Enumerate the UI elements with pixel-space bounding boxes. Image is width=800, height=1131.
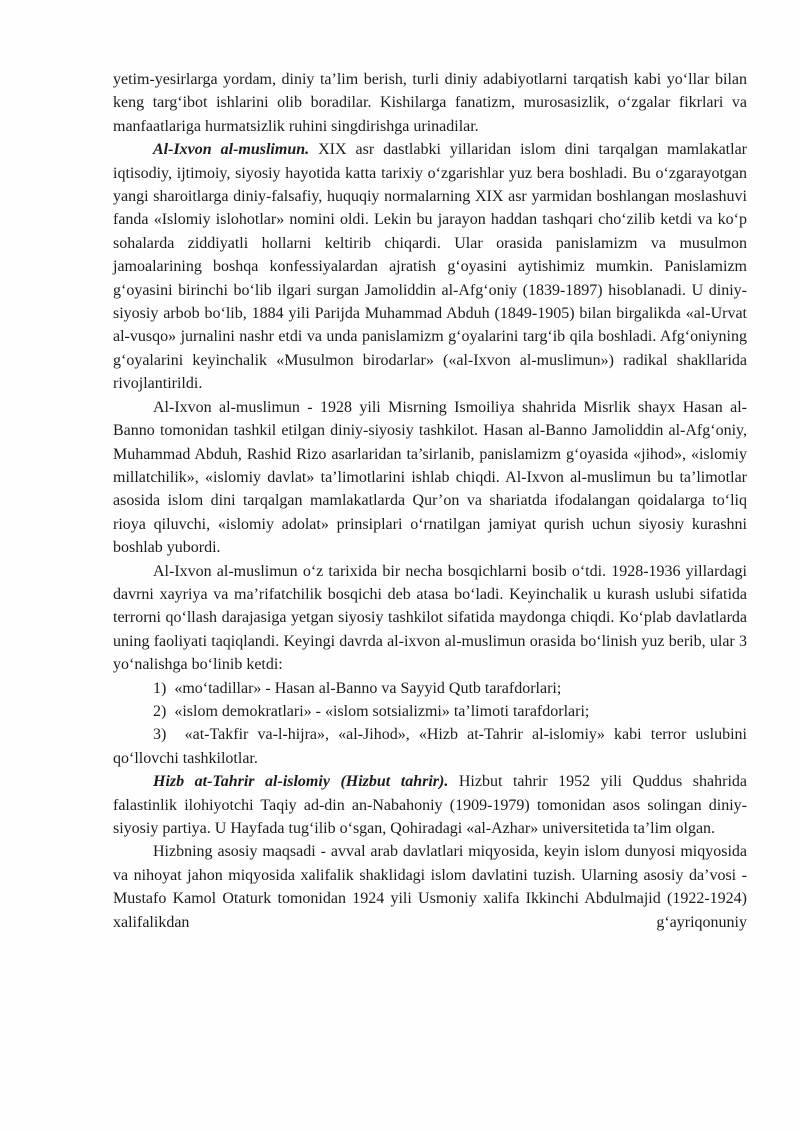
list-item-number: 3): [153, 726, 167, 744]
document-text: [113, 68, 747, 934]
paragraph-continuation: yetim-yesirlarga yordam, diniy ta’lim berish, turli diniy adabiyotlarni tarqatish kabi yo‘llar bilan keng targ‘ibot ishlarini olib boradilar. Kishilarga fanatizm, murosasizlik, o‘zgalar fikrlari va manfaatlariga hurmatsizlik ruhini singdirishga urinadilar.: [113, 71, 747, 135]
run-in-heading: Al-Ixvon al-muslimun.: [153, 141, 310, 159]
paragraph-hizb-at-tahrir-intro: Hizb at-Tahrir al-islomiy (Hizbut tahrir). Hizbut tahrir 1952 yili Quddus shahrida falastinlik ilohiyotchi Taqiy ad-din an-Nabahoniy (1909-1979) tomonidan asos solingan diniy-siyosiy partiya. U Hayfada tug‘ilib o‘sgan, Qohiradagi «al-Azhar» universitetida ta’lim olgan.: [113, 773, 748, 837]
paragraph-al-ixvon-founding: Al-Ixvon al-muslimun - 1928 yili Misrning Ismoiliya shahrida Misrlik shayx Hasan al-Banno tomonidan tashkil etilgan diniy-siyosiy tashkilot. Hasan al-Banno Jamoliddin al-Afg‘oniy, Muhammad Abduh, Rashid Rizo asarlaridan ta’sirlanib, panislamizm g‘oyasida «jihod», «islomiy millatchilik», «islomiy davlat» ta’limotlarini ishlab chiqdi. Al-Ixvon al-muslimun bu ta’limotlar asosida islom dini tarqalgan mamlakatlarda Qur’on va shariatda ifodalangan qoidalarga to‘liq rioya qiluvchi, «islomiy adolat» prinsiplari o‘rnatilgan jamiyat qurish uchun siyosiy kurashni boshlab yubordi.: [113, 398, 747, 557]
list-item-3: 3) «at-Takfir va-l-hijra», «al-Jihod», «Hizb at-Tahrir al-islomiy» kabi terror uslubini qo‘llovchi tashkilotlar.: [113, 726, 747, 767]
paragraph-al-ixvon-stages: Al-Ixvon al-muslimun o‘z tarixida bir necha bosqichlarni bosib o‘tdi. 1928-1936 yillardagi davrni xayriya va ma’rifatchilik bosqichi deb atasa bo‘ladi. Keyinchalik u kurash uslubi sifatida terrorni qo‘llash darajasiga yetgan siyosiy tashkilot sifatida maydonga chiqdi. Ko‘plab davlatlarda uning faoliyati taqiqlandi. Keyingi davrda al-ixvon al-muslimun orasida bo‘linish yuz berib, ular 3 yo‘nalishga bo‘linib ketdi:: [113, 562, 747, 674]
run-in-heading: Hizb at-Tahrir al-islomiy (Hizbut tahrir).: [153, 773, 449, 791]
paragraph-hizb-goal: Hizbning asosiy maqsadi - avval arab davlatlari miqyosida, keyin islom dunyosi miqyosida va nihoyat jahon miqyosida xalifalik shaklidagi islom davlatini tuzish. Ularning asosiy da’vosi - Mustafo Kamol Otaturk tomonidan 1924 yili Usmoniy xalifa Ikkinchi Abdulmajid (1922-1924) xalifalikdan g‘ayriqonuniy: [113, 843, 747, 931]
paragraph-al-ixvon-intro: Al-Ixvon al-muslimun. XIX asr dastlabki yillaridan islom dini tarqalgan mamlakatlar iqtisodiy, ijtimoiy, siyosiy hayotida katta tarixiy o‘zgarishlar yuz bera boshladi. Bu o‘zgarayotgan yangi sharoitlarga diniy-falsafiy, huquqiy normalarning XIX asr yarmidan boshlangan moslashuvi fanda «Islomiy islohotlar» nomini oldi. Lekin bu jarayon haddan tashqari cho‘zilib ketdi va ko‘p sohalarda ziddiyatli hollarni keltirib chiqardi. Ular orasida panislamizm va musulmon jamoalarining boshqa konfessiyalardan ajratish g‘oyasini aytishimiz mumkin. Panislamizm g‘oyasini birinchi bo‘lib ilgari surgan Jamoliddin al-Afg‘oniy (1839-1897) hisoblanadi. U diniy-siyosiy arbob bo‘lib, 1884 yili Parijda Muhammad Abduh (1849-1905) bilan birgalikda «al-Urvat al-vusqo» jurnalini nashr etdi va unda panislamizm g‘oyalarini targ‘ib qila boshladi. Afg‘oniyning g‘oyalarini keyinchalik «Musulmon birodarlar» («al-Ixvon al-muslimun») radikal shakllarida rivojlantirildi.: [113, 141, 747, 393]
list-item-1: 1) «mo‘tadillar» - Hasan al-Banno va Sayyid Qutb tarafdorlari;: [153, 679, 562, 697]
list-item-number: 1): [153, 679, 167, 697]
list-item-number: 2): [153, 702, 167, 720]
list-item-2: 2) «islom demokratlari» - «islom sotsializmi» ta’limoti tarafdorlari;: [153, 702, 590, 720]
